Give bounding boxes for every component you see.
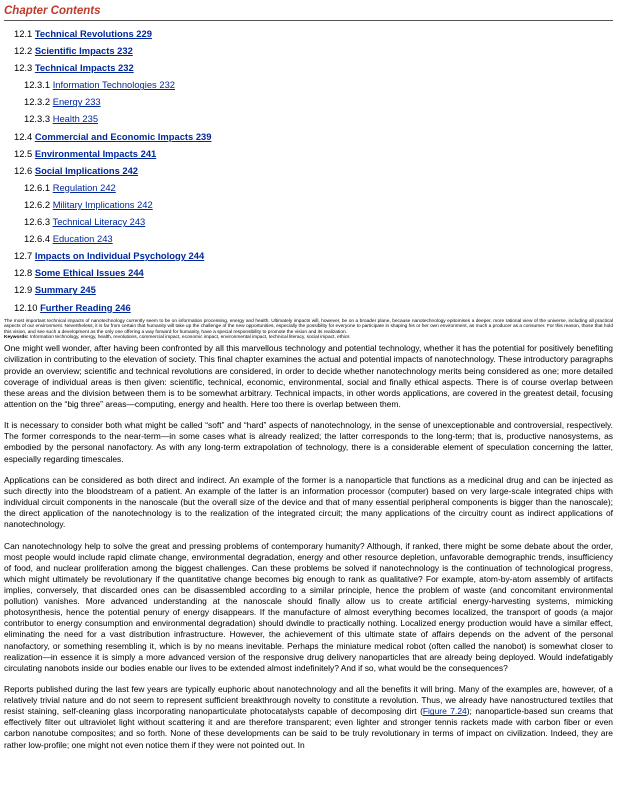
toc-link-further-reading[interactable]: Further Reading 246 (40, 301, 131, 313)
toc-item: 12.6.2 Military Implications 242 (24, 198, 153, 210)
table-of-contents (4, 25, 613, 316)
toc-link-ethical-issues[interactable]: Some Ethical Issues 244 (34, 267, 144, 279)
toc-link-scientific-impacts[interactable]: Scientific Impacts 232 (34, 45, 133, 57)
toc-item: 12.10 Further Reading 246 (14, 301, 131, 313)
heading-divider (4, 20, 613, 21)
toc-item: 12.3.1 Information Technologies 232 (24, 79, 175, 91)
toc-item: 12.9 Summary 245 (14, 284, 96, 296)
toc-item: 12.6.3 Technical Literacy 243 (24, 216, 146, 228)
toc-link-technical-impacts[interactable]: Technical Impacts 232 (34, 62, 134, 74)
toc-item: 12.8 Some Ethical Issues 244 (14, 267, 144, 279)
figure-link[interactable]: Figure 7.24 (422, 706, 467, 717)
toc-link-technical-literacy[interactable]: Technical Literacy 243 (52, 216, 146, 228)
body-paragraph: Can nanotechnology help to solve the great and pressing problems of contemporary humanity? Although, if ranked, there might be some debate about the order, most people would include rapid climate change, environmental degradation, energy and other resource depletion, unfavorable demographic trends, insufficiency of food, and nuclear proliferation among the biggest challenges. Can these problems be solved if nanotechnology is the continuation of technological progress, which might ultimately be revolutionary if the quantitative change becomes big enough to rank as qualitative? For example, atom-by-atom assembly of artifacts implies, conversely, that discarded ones can be disassembled according to a similar principle, hence the problem of waste (and concomitant environmental pollution) vanishes. More advanced understanding at the nanoscale should finally allow us to create artificial energy-harvesting systems, mimicking photosynthesis, hence the potential penury of energy disappears. If the manufacture of almost everything becomes localized, the transport of goods (a major contributor to energy consumption and environmental degradation) should dwindle to practically nothing. Localized energy production would have a similar effect, eliminating the need for a vast distribution infrastructure. However, the achievement of this ultimate state of affairs depends on the advent of the personal nanofactory, or something resembling it, which is by no means inevitable. Perhaps the miniature medical robot (often called the nanobot) is somewhat closer to realization—in essence it is simply a more advanced version of the responsive drug delivery nanoparticles that are already being deployed. Would indefatigably circulating nanobots inside our bodies enable our lives to be extended almost indefinitely? And if so, what would be the consequences? (4, 540, 613, 673)
chapter-abstract: The most important technical impacts of nanotechnology currently seem to be on information processing, energy and health. Ultimately impacts will, however, be on a broader plane, because nanotechnology epitomises a deeper, more rational view of the universe, including all practical aspects of our environment. Nevertheless, it is far from certain that humanity will take up the challenge of the new opportunities, especially the possibility for everyone to participate in shaping his or her own environment, as much a producer as a consumer. For this reason, those that hold this vision, and see such a development as the only one offering a way forward for humanity, have a special responsibility to promote the vision and its realization. (4, 318, 613, 335)
toc-link-summary[interactable]: Summary 245 (34, 284, 96, 296)
toc-link-commercial-economic-impacts[interactable]: Commercial and Economic Impacts 239 (34, 130, 212, 142)
toc-link-social-implications[interactable]: Social Implications 242 (34, 164, 139, 176)
body-paragraph: Applications can be considered as both direct and indirect. An example of the former is a nanoparticle that functions as a medicinal drug and can be injected as such directly into the bloodstream of a patient. An example of the latter is an information processor (computer) based on very large-scale integrated chips with individual circuit components in the nanoscale (but the overall size of the device and that of many essential peripheral components is bigger than the nanoscale); the direct application of the nanotechnology is to the realization of the integrated circuit; the many applications of the circuitry count as indirect applications of nanotechnology. (4, 474, 613, 530)
toc-link-environmental-impacts[interactable]: Environmental Impacts 241 (34, 147, 157, 159)
keywords-label: Keywords: (4, 335, 29, 341)
toc-link-education[interactable]: Education 243 (52, 233, 113, 245)
body-paragraph: One might well wonder, after having been confronted by all this marvellous technology and potential technology, whether it has the potential for positively benefiting civilization in contributing to the elevation of society. This final chapter examines the actual and potential impacts of nanotechnology. These introductory paragraphs provide an overview; scientific and technical revolutions are considered, in order to decide whether nanotechnology merits being considered as one; more detailed coverage of individual areas is then given: scientific, technical, economic, environmental, social and finally ethical aspects. There is of course overlap between these areas and the division between them is to be somewhat arbitrary. Technical impacts, in other words applications, are covered in the greatest detail, focusing attention on the “big three” areas—computing, energy and health. Here too there is overlap between them. (4, 343, 613, 409)
toc-item: 12.4 Commercial and Economic Impacts 239 (14, 130, 212, 142)
toc-item: 12.3 Technical Impacts 232 (14, 62, 134, 74)
toc-item: 12.1 Technical Revolutions 229 (14, 28, 152, 39)
toc-item: 12.3.2 Energy 233 (24, 96, 101, 108)
body-paragraph: It is necessary to consider both what might be called “soft” and “hard” aspects of nanotechnology, in the sense of unexceptionable and controversial, respectively. The former corresponds to the near-term—in some cases what is already realized; the latter corresponds to the long-term; that is, productive nanosystems, as embodied by the personal nanofactory. As with any long-term extrapolation of technology, there is a considerable element of speculation concerning the latter, especially regarding timescales. (4, 420, 613, 464)
toc-link-energy[interactable]: Energy 233 (52, 96, 101, 108)
toc-item: 12.6 Social Implications 242 (14, 164, 139, 176)
toc-item: 12.3.3 Health 235 (24, 113, 99, 125)
toc-item: 12.2 Scientific Impacts 232 (14, 45, 133, 57)
toc-link-regulation[interactable]: Regulation 242 (52, 181, 116, 193)
toc-link-military-implications[interactable]: Military Implications 242 (52, 198, 153, 210)
toc-item: 12.5 Environmental Impacts 241 (14, 147, 157, 159)
toc-item: 12.6.1 Regulation 242 (24, 181, 116, 193)
toc-link-health[interactable]: Health 235 (52, 113, 99, 125)
toc-link-technical-revolutions[interactable]: Technical Revolutions 229 (34, 28, 152, 39)
keywords (4, 335, 613, 341)
toc-item: 12.6.4 Education 243 (24, 233, 113, 245)
toc-item: 12.7 Impacts on Individual Psychology 244 (14, 250, 205, 262)
keywords-list: Information technology, energy, health, revolutions, commercial impact, economic impact, environmental impact, technical literacy, social impact, ethics (29, 335, 350, 341)
body-paragraph: Reports published during the last few years are typically euphoric about nanotechnology and all the benefits it will bring. Many of the examples are, however, of a relatively trivial nature and do not seem to represent sufficient breakthrough novelty to constitute a revolution. Thus, we already have nanostructured textiles that resist staining, self-cleaning glass incorporating nanoparticulate photocatalysts capable of decomposing dirt (Figure 7.24); nanoparticle-based sun creams that effectively filter out ultraviolet light without scattering it and are therefore transparent; even lighter and stronger tennis rackets made with carbon fiber or even carbon nanotube composites; and so forth. None of these developments can be said to be truly revolutionary in terms of impact on civilization. Indeed, they are rather low-profile; one might not even notice them if they were not pointed out. In (4, 684, 613, 750)
toc-link-individual-psychology[interactable]: Impacts on Individual Psychology 244 (34, 250, 205, 262)
toc-link-information-technologies[interactable]: Information Technologies 232 (52, 79, 175, 91)
chapter-contents-heading: Chapter Contents (4, 5, 101, 17)
